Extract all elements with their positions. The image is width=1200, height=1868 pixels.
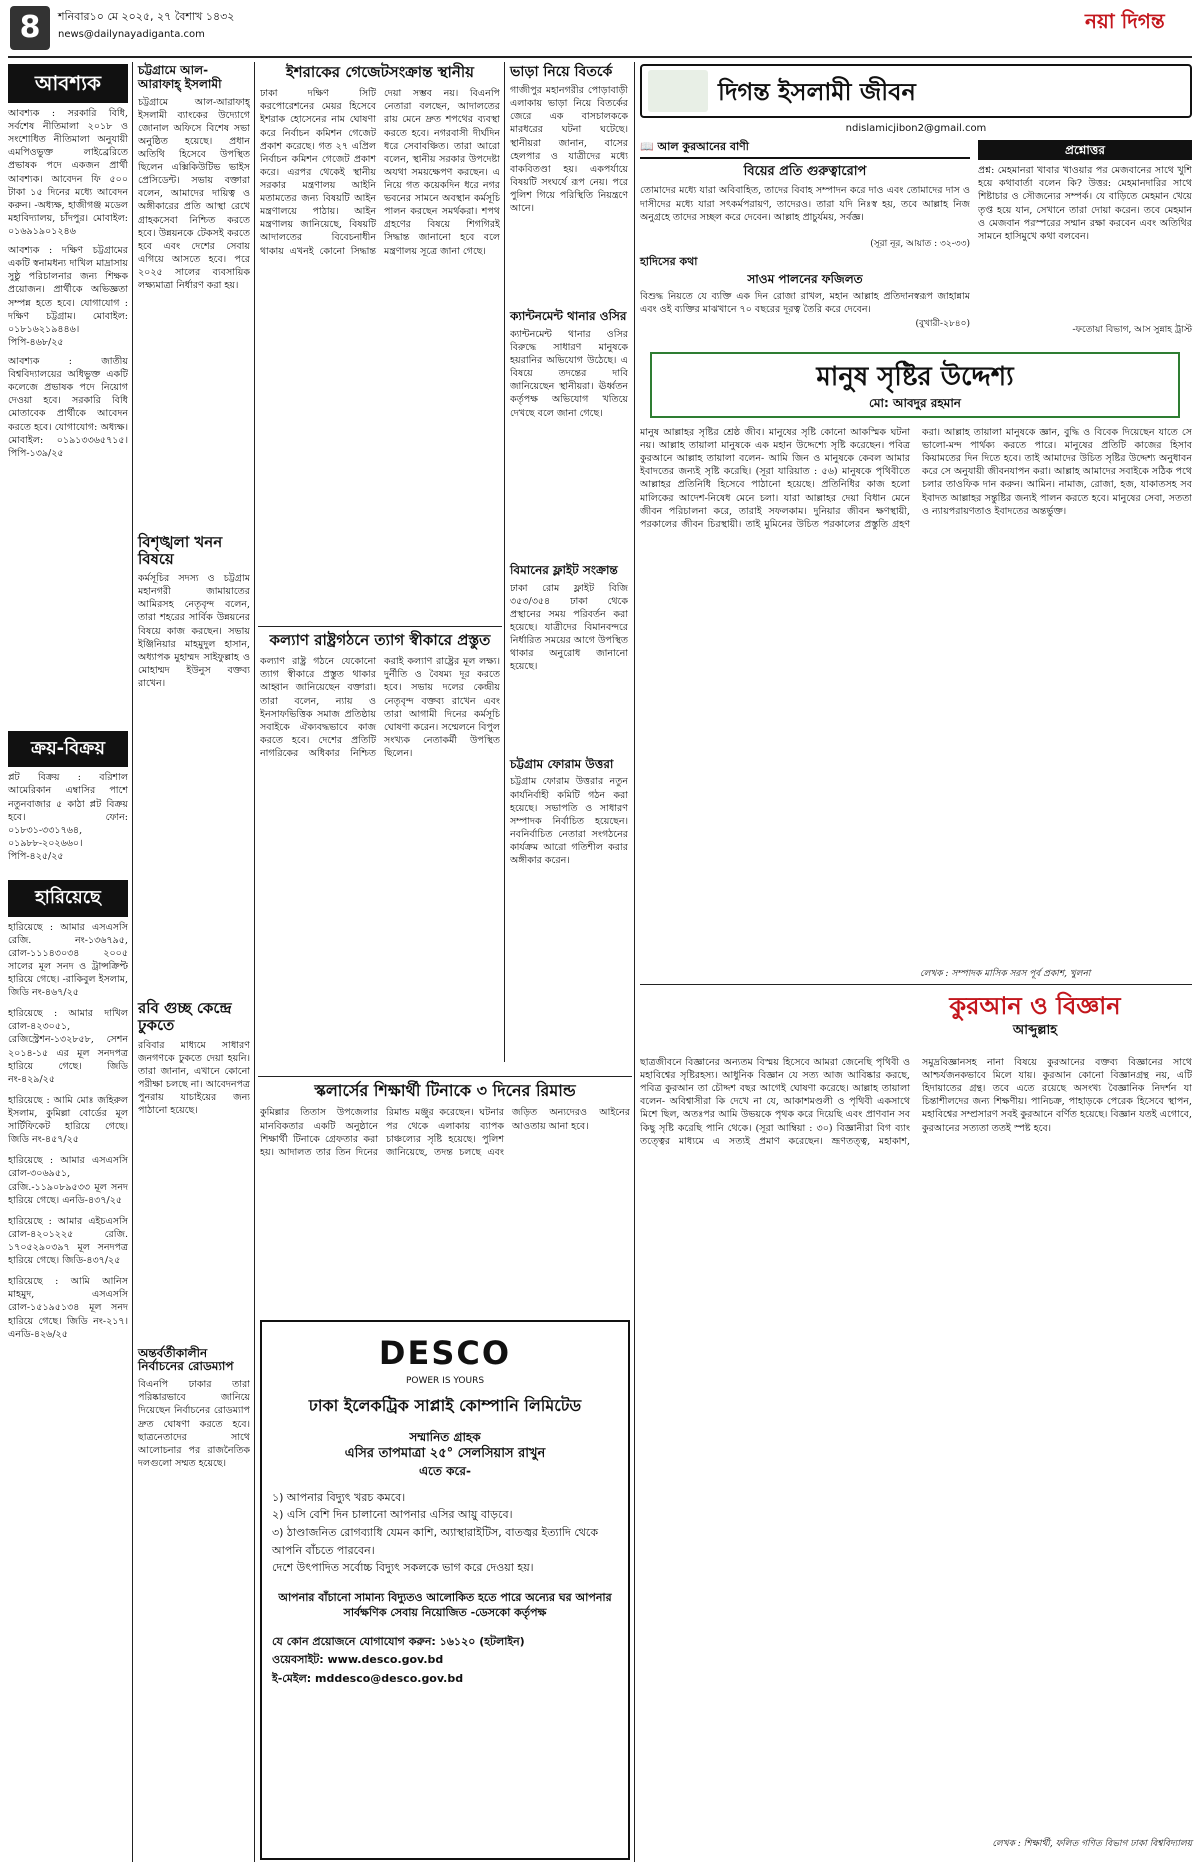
ctg-cricket-body: রবিবার মাধ্যমে সাধারণ জনগণকে ঢুকতে দেয়া হয়নি। তারা জানান, এখানে কোনো পরীক্ষা চলছে না। আবেদনপত্র পুনরায় যাচাইয়ের জন্য পাঠানো হয়েছে। [138,1039,250,1117]
islamic-banner [640,64,1192,118]
qa-ref: -ফতোয়া বিভাগ, আস সুন্নাহ ট্রাস্ট [1072,325,1192,336]
article2-body: ছাত্রজীবনে বিজ্ঞানের অন্যতম বিস্ময় হিসেবে আমরা জেনেছি পৃথিবী ও মহাবিশ্বের সৃষ্টিরহস্য। আধুনিক বিজ্ঞান যে সত্য আজ আবিষ্কার করছে, পবিত্র কুরআন তা চৌদ্দশ বছর আগেই ঘোষণা করেছে। আল্লাহ তায়ালা বলেন- অবিশ্বাসীরা কি দেখে না যে, আকাশমণ্ডলী ও পৃথিবী একসাথে মিশে ছিল, অতঃপর আমি উভয়কে পৃথক করে দিয়েছি এবং প্রাণবান সব কিছু সৃষ্টি করেছি পানি থেকে। (সূরা আম্বিয়া : ৩০) বিজ্ঞানীরা বিগ ব্যাং তত্ত্বের মাধ্যমে এ সত্যই প্রমাণ করেছেন। ভ্রূণতত্ত্ব, মহাকাশ, সমুদ্রবিজ্ঞানসহ নানা বিষয়ে কুরআনের বক্তব্য বিজ্ঞানের সাথে আশ্চর্যজনকভাবে মিলে যায়। কুরআন কোনো বিজ্ঞানগ্রন্থ নয়, এটি হিদায়াতের গ্রন্থ। তবে এতে রয়েছে অসংখ্য বৈজ্ঞানিক নিদর্শন যা চিন্তাশীলদের জন্য শিক্ষণীয়। পানিচক্র, পাহাড়কে পেরেক হিসেবে স্থাপন, মহাবিশ্বের সম্প্রসারণ সবই কুরআনে বর্ণিত হয়েছে। বিজ্ঞান যতই এগোবে, কুরআনের সত্যতা ততই স্পষ্ট হবে। [640,1057,1192,1147]
article1-title-box [650,352,1180,418]
needed-ad: আবশ্যক : সরকারি বিধি, সর্বশেষ নীতিমালা ২০১৮ ও সংশোধিত নীতিমালা অনুযায়ী এমপিওভুক্ত লাইব্রেরিতে প্রভাষক পদে একজন প্রার্থী আবশ্যক। আবেদন ফি ৫০০ টাকা ১৫ দিনের মধ্যে আবেদন করুন। -অধ্যক্ষ, হাজীগঞ্জ মডেল মহাবিদ্যালয়, চাঁদপুর। মোবাইল: ০১৬৯১৯০১২৪৬ [8,108,128,237]
desco-company: ঢাকা ইলেকট্রিক সাপ্লাই কোম্পানি লিমিটেড [308,1396,582,1416]
lost-ad: হারিয়েছে : আমার এইচএসসি রোল-৪২০১২২৫ রেজি. ১৭০৫২৯০৩৯৭ মূল সনদপত্র হারিয়ে গেছে। জিডি-৪৩৭/২৫ [8,1215,128,1267]
israk-body: ঢাকা দক্ষিণ সিটি করপোরেশনের মেয়র হিসেবে ইশরাক হোসেনের নাম ঘোষণা করে নির্বাচন কমিশন গেজেট প্রকাশ করেছে। গত ২৭ এপ্রিল নির্বাচন কমিশন গেজেট প্রকাশ করে। এরপর থেকেই স্থানীয় সরকার মন্ত্রণালয় আইনি মতামতের জন্য বিষয়টি আইন মন্ত্রণালয়ে পাঠায়। আইন মন্ত্রণালয় জানিয়েছে, বিষয়টি আদালতের বিবেচনাধীন থাকায় এখনই কোনো সিদ্ধান্ত দেয়া সম্ভব নয়। বিএনপি নেতারা বলছেন, আদালতের রায় মেনে দ্রুত শপথের ব্যবস্থা করতে হবে। নগরবাসী দীর্ঘদিন ধরে সেবাবঞ্চিত। তারা আরো বলেন, স্থানীয় সরকার উপদেষ্টা অযথা সময়ক্ষেপণ করছেন। এ নিয়ে গত কয়েকদিন ধরে নগর ভবনের সামনে অবস্থান কর্মসূচি পালন করছেন সমর্থকরা। শপথ গ্রহণের বিষয়ে শিগগিরই সিদ্ধান্ত জানানো হবে বলে মন্ত্রণালয় সূত্রে জানা গেছে। [260,88,500,257]
section-rule [640,984,1192,985]
israk-headline: ইশরাকের গেজেটসংক্রান্ত স্থানীয় [286,63,474,81]
ctg-subhead: বিশৃঙ্খলা খনন বিষয়ে [138,532,223,568]
section-rule [258,1076,632,1077]
buysell-title: ক্রয়-বিক্রয় [8,731,128,767]
header-rule [8,56,1192,58]
needed-title: আবশ্যক [8,64,128,103]
hadith-label [640,255,970,270]
kalyan-article [260,632,500,1072]
quran-label-text: আল কুরআনের বাণী [657,140,749,153]
page-header [0,0,1200,56]
lost-ad: হারিয়েছে : আমার দাখিল রোল-৪২৩০৫১, রেজিস্ট্রেশন-১৩২৮৫৮, সেশন ২০১৪-১৫ এর মূল সনদপত্র হারিয়ে গেছে। জিডি নং-৪২৯/২৫ [8,1008,128,1085]
kalyan-headline: কল্যাণ রাষ্ট্রগঠনে ত্যাগ স্বীকারে প্রস্তুত [269,631,491,649]
banner-title: দিগন্ত ইসলামী জীবন [718,78,916,106]
desco-point: ১) আপনার বিদ্যুৎ খরচ কমবে। [272,1490,406,1504]
article1-author: মো: আবদুর রহমান [869,396,961,411]
flight-body: ঢাকা রোম ফ্লাইট বিজি ৩৫৩/৩৫৪ ঢাকা থেকে প্রস্থানের সময় পরিবর্তন করা হয়েছে। যাত্রীদের বিমানবন্দরে নির্ধারিত সময়ের আগে উপস্থিত থাকার অনুরোধ জানানো হয়েছে। [510,582,628,673]
ctg-cancel-head: অন্তর্বর্তীকালীন নির্বাচনের রোডম্যাপ [138,1345,234,1374]
hadith-ref: (বুখারী-২৮৪০) [915,318,970,329]
lost-ad: হারিয়েছে : আমার এসএসসি রেজি. নং-১৩৬৭৯৫, রোল-১১১৪৩০৩৪ ২০০৫ সালের মূল সনদ ও ট্রান্সক্রিপ্ট হারিয়ে গেছে। -রাকিবুল ইসলাম, জিডি নং-৪৬৭/২৫ [8,921,128,999]
desco-message: এসির তাপমাত্রা ২৫° সেলসিয়াস রাখুন [344,1446,546,1462]
ctg-body: চট্টগ্রামে আল-আরাফাহ্ ইসলামী ব্যাংকের উদ্যোগে জোনাল অফিসে বিশেষ সভা অনুষ্ঠিত হয়েছে। প্রধান অতিথি হিসেবে উপস্থিত ছিলেন এক্সিকিউটিভ ভাইস প্রেসিডেন্ট। সভায় বক্তারা বলেন, আমাদের দায়িত্ব ও অঙ্গীকারের প্রতি আস্থা রেখে গ্রাহকসেবা নিশ্চিত করতে হবে। উন্নয়নকে টেকসই করতে হবে এবং দেশের সেবায় এগিয়ে আসতে হবে। পরে ২০২৫ সালের ব্যবসায়িক লক্ষ্যমাত্রা নির্ধারণ করা হয়। [138,96,250,292]
article2-title: কুরআন ও বিজ্ঞান [949,992,1121,1020]
desco-tagline: POWER IS YOURS [405,1376,485,1387]
header-date: শনিবার১০ মে ২০২৫, ২৭ বৈশাখ ১৪৩২ [58,10,235,23]
forum-body: চট্টগ্রাম ফোরাম উত্তরার নতুন কার্যনির্বাহী কমিটি গঠন করা হয়েছে। সভাপতি ও সাধারণ সম্পাদক নির্বাচিত হয়েছেন। নবনির্বাচিত নেতারা সংগঠনের কার্যক্রম আরো গতিশীল করার অঙ্গীকার করেন। [510,776,628,867]
page-number: 8 [10,6,50,50]
rent-headline: ভাড়া নিয়ে বিতর্কে [510,64,613,80]
header-email: news@dailynayadiganta.com [58,29,205,40]
desco-points [272,1489,618,1577]
islamic-email[interactable]: ndislamicjibon2@gmail.com [845,123,987,134]
lost-title: হারিয়েছে [8,880,128,916]
lost-ad: হারিয়েছে : আমি মোঃ জহিরুল ইসলাম, কুমিল্লা বোর্ডের মূল সার্টিফিকেট হারিয়ে গেছে। জিডি নং-৪৫৭/২৫ [8,1094,128,1146]
section-rule [258,626,502,627]
article2-title-box [890,990,1180,1050]
book-icon: 📖 [640,140,658,153]
desco-point: ২) এসি বেশি দিন চালানো আপনার এসির আয়ু বাড়বে। [272,1508,513,1522]
islamic-section [640,64,1192,1860]
desco-footer: আপনার বাঁচানো সামান্য বিদ্যুতও আলোকিত হতে পারে অন্যের ঘর আপনার সার্বক্ষণিক সেবায় নিয়োজিত -ডেসকো কর্তৃপক্ষ [278,1590,612,1619]
hadith-text: বিশুদ্ধ নিয়তে যে ব্যক্তি এক দিন রোজা রাখল, মহান আল্লাহ প্রতিদানস্বরূপ জাহান্নাম এবং ওই ব্যক্তির মাঝখানে ৭০ বছরের দূরত্ব তৈরি করে দেবেন। [640,290,970,315]
article2-footer: লেখক : শিক্ষার্থী, ফলিত গণিত বিভাগ ঢাকা বিশ্ববিদ্যালয় [992,1839,1192,1849]
desco-point: দেশে উৎপাদিত সর্বোচ্চ বিদ্যুৎ সকলকে ভাগ করে দেওয়া হয়। [272,1561,534,1575]
forum-head: চট্টগ্রাম ফোরাম উত্তরা [510,756,614,771]
quran-ref: (সূরা নূর, আয়াত : ৩২-৩৩) [870,239,970,250]
article1-title: মানুষ সৃষ্টির উদ্দেশ্য [816,362,1014,392]
ctg-cricket-head: রবি গুচ্ছ কেন্দ্রে ঢুকতে [138,999,232,1035]
cantonment-head: ক্যান্টনমেন্ট থানার ওসির [510,309,627,324]
scholar-headline: স্কলার্সের শিক্ষার্থী টিনাকে ৩ দিনের রিমান্ড [314,1081,576,1100]
kalyan-body: কল্যাণ রাষ্ট্র গঠনে যেকোনো ত্যাগ স্বীকারে প্রস্তুত থাকার আহ্বান জানিয়েছেন বক্তারা। তারা বলেন, ন্যায় ও ইনসাফভিত্তিক সমাজ প্রতিষ্ঠায় সবাইকে ঐক্যবদ্ধভাবে কাজ করতে হবে। দেশের প্রতিটি নাগরিকের অধিকার নিশ্চিত করাই কল্যাণ রাষ্ট্রের মূল লক্ষ্য। দুর্নীতি ও বৈষম্য দূর করতে হবে। সভায় দলের কেন্দ্রীয় নেতৃবৃন্দ বক্তব্য রাখেন এবং তারা আগামী দিনের কর্মসূচি ঘোষণা করেন। সম্মেলনে বিপুল সংখ্যক নেতাকর্মী উপস্থিত ছিলেন। [260,656,500,760]
logo[interactable] [1085,8,1190,46]
col-rule [132,62,133,1862]
needed-ad: আবশ্যক : দক্ষিণ চট্টগ্রামের একটি স্বনামধন্য দাখিল মাদ্রাসায় সুষ্ঠু পরিচালনার জন্য শিক্ষক প্রয়োজন। প্রার্থীকে অভিজ্ঞতা সম্পন্ন হতে হবে। যোগাযোগ : দক্ষিণ চট্টগ্রাম। মোবাইল: ০১৮১৬২১৯৪৪৬। পিপি-৪৬৮/২৫ [8,245,128,348]
lost-ads [8,921,128,1811]
desco-greeting: সম্মানিত গ্রাহক [409,1429,481,1444]
lost-ad: হারিয়েছে : আমার এসএসসি রোল-৩০৬৯৫১, রেজি.-১১৯০৮৯৫৩৩ মূল সনদ হারিয়ে গেছে। এনডি-৪৩৭/২৫ [8,1155,128,1206]
qa-block [978,140,1192,340]
desco-point: ৩) ঠাণ্ডাজনিত রোগব্যাধি যেমন কাশি, অ্যাস্থারাইটিস, বাতজ্বর ইত্যাদি থেকে আপনি বাঁচতে পারবেন। [272,1526,599,1557]
desco-website[interactable]: ওয়েবসাইট: www.desco.gov.bd [272,1653,444,1667]
needed-ad: আবশ্যক : জাতীয় বিশ্ববিদ্যালয়ের অধিভুক্ত একটি কলেজে প্রভাষক পদে নিয়োগ দেওয়া হবে। সরকারি বিধি মোতাবেক প্রার্থীকে আবেদন করতে হবে। যোগাযোগ: অধ্যক্ষ। মোবাইল: ০১৯১৩৩৬৫৭১৫। পিপি-১৩৯/২৫ [8,355,128,459]
desco-email[interactable]: ই-মেইল: mddesco@desco.gov.bd [272,1672,464,1686]
rent-column [510,64,628,1064]
hadith-title: সাওম পালনের ফজিলত [747,272,863,287]
needed-ads [8,107,128,717]
buysell-ads [8,771,128,866]
lost-ad: হারিয়েছে : আমি আনিস মাহমুদ, এসএসসি রোল-১৫১৯৫১৩৪ মূল সনদ হারিয়ে গেছে। জিডি নং-২১৭। এনডি-৪২৬/২৫ [8,1276,128,1340]
scholar-body: কুমিল্লার তিতাস উপজেলার মানবিকতার একটি অনুষ্ঠানে শিক্ষার্থী টিনাকে গ্রেফতার করা হয়। আদালত তার তিন দিনের রিমান্ড মঞ্জুর করেছেন। ঘটনার পর থেকে এলাকায় ব্যাপক চাঞ্চল্যের সৃষ্টি হয়েছে। পুলিশ জানিয়েছে, তদন্ত চলছে এবং জড়িত অন্যদেরও আইনের আওতায় আনা হবে। [260,1107,630,1158]
buysell-ad: প্লট বিক্রয় : বরিশাল আমেরিকান এম্বাসির পাশে নতুনবাজার ৫ কাঠা প্লট বিক্রয় হবে। ফোন: ০১৮৩১-৩৩১৭৬৪, ০১৯৮৮-২০২৬৬০। পিপি-৪২৫/২৫ [8,772,128,862]
col-rule [504,62,505,1062]
hadith-label-text: হাদিসের কথা [640,254,698,268]
classified-column [8,64,128,1864]
mosque-icon [648,70,708,112]
qa-text: প্রশ্ন: মেহমানরা খাবার খাওয়ার পর মেজবানের সাথে খুশি হয়ে কথাবার্তা বলেন কি? উত্তর: মেহমানদারির সাথে শিষ্টাচার ও সৌজন্যের সম্পর্ক। যে বাড়িতে মেহমান খেয়ে তৃপ্ত হয়ে যান, সেখানে তারা দোয়া করেন। তবে মেহমান ও মেজবান পরস্পরের সম্মান রক্ষা করবেন এবং অতিথির সামনে হাসিমুখে কথা বলবেন। [978,165,1192,242]
logo-text: নয়া দিগন্ত [1085,9,1165,33]
flight-head: বিমানের ফ্লাইট সংক্রান্ত [510,562,618,577]
desco-brand: DESCO [378,1334,512,1372]
ctg-cancel-body: বিএনপি ঢাকার তারা পরিষ্কারভাবে জানিয়ে দিয়েছেন নির্বাচনের রোডম্যাপ দ্রুত ঘোষণা করতে হবে। ছাত্রনেতাদের সাথে আলোচনার পর রাজনৈতিক দলগুলো সম্মত হয়েছে। [138,1379,250,1469]
article1-body: মানুষ আল্লাহর সৃষ্টির শ্রেষ্ঠ জীব। মানুষের সৃষ্টি কোনো আকস্মিক ঘটনা নয়। আল্লাহ তায়ালা মানুষকে এক মহান উদ্দেশ্যে সৃষ্টি করেছেন। পবিত্র কুরআনে আল্লাহ তায়ালা বলেন- আমি জিন ও মানুষকে কেবল আমার ইবাদতের জন্যই সৃষ্টি করেছি। (সূরা যারিয়াত : ৫৬) মানুষকে পৃথিবীতে আল্লাহর প্রতিনিধি হিসেবে পাঠানো হয়েছে। প্রতিনিধির কাজ হলো মালিকের আদেশ-নিষেধ মেনে চলা। যারা আল্লাহর দেয়া বিধান মেনে জীবন পরিচালনা করে, তারাই সফলকাম। দুনিয়ার জীবন ক্ষণস্থায়ী, পরকালের জীবন চিরস্থায়ী। তাই মুমিনের উচিত পরকালের প্রস্তুতি গ্রহণ করা। আল্লাহ তায়ালা মানুষকে জ্ঞান, বুদ্ধি ও বিবেক দিয়েছেন যাতে সে ভালো-মন্দ পার্থক্য করতে পারে। মানুষের প্রতিটি কাজের হিসাব কিয়ামতের দিন দিতে হবে। তাই আমাদের উচিত সৃষ্টির উদ্দেশ্য অনুধাবন করে সে অনুযায়ী জীবনযাপন করা। আল্লাহ আমাদের সবাইকে সঠিক পথে চলার তাওফিক দান করুন। আমিন। নামাজ, রোজা, হজ, যাকাতসহ সব ইবাদত আল্লাহর সন্তুষ্টির জন্যই পালন করতে হবে। মানুষের সেবা, সততা ও ন্যায়পরায়ণতাও ইবাদতের অন্তর্ভুক্ত। [640,427,1192,530]
quran-block [640,140,970,329]
quran-title: বিয়ের প্রতি গুরুত্বারোপ [743,163,867,179]
qa-label: প্রশ্নোত্তর [978,140,1192,160]
col-rule [254,62,255,1862]
scholar-article [260,1082,630,1312]
rent-body: গাজীপুর মহানগরীর পোড়াবাড়ী এলাকায় ভাড়া নিয়ে বিতর্কের জেরে এক বাসচালককে মারধরের ঘটনা ঘটেছে। স্থানীয়রা জানান, বাসের হেলপার ও যাত্রীদের মধ্যে বাকবিতণ্ডা হয়। একপর্যায়ে বিষয়টি সংঘর্ষে রূপ নেয়। পরে পুলিশ গিয়ে পরিস্থিতি নিয়ন্ত্রণে আনে। [510,85,628,215]
desco-sub: এতে করে- [419,1463,471,1478]
ctg-column [138,64,250,1864]
desco-ad[interactable] [260,1320,630,1860]
quran-label [640,140,970,159]
article1-footer: লেখক : সম্পাদক মাসিক সরস পূর্ব প্রকাশ, খুলনা [920,969,1091,979]
desco-hotline: যে কোন প্রয়োজনে যোগাযোগ করুন: ১৬১২০ (হটলাইন) [272,1634,525,1648]
quran-text: তোমাদের মধ্যে যারা অবিবাহিত, তাদের বিবাহ সম্পাদন করে দাও এবং তোমাদের দাস ও দাসীদের মধ্যে যারা সৎকর্মপরায়ণ, তাদেরও। তারা যদি নিঃস্ব হয়, তবে আল্লাহ নিজ অনুগ্রহে তাদের সচ্ছল করে দেবেন। আল্লাহ প্রাচুর্যময়, সর্বজ্ঞ। [640,185,970,223]
israk-article [260,64,500,624]
ctg-headline: চট্টগ্রামে আল-আরাফাহ্ ইসলামী [138,63,222,91]
ctg-subbody: কর্মসূচির সদস্য ও চট্টগ্রাম মহানগরী জামায়াতের আমিরসহ নেতৃবৃন্দ বলেন, তারা শহরের সার্বিক উন্নয়নের বিষয়ে কাজ করছেন। সভায় ইঞ্জিনিয়ার মাহমুদুল হাসান, অধ্যাপক মুহাম্মদ সাইফুল্লাহ ও মোহাম্মদ ইউনুস বক্তব্য রাখেন। [138,573,250,689]
col-rule [634,62,635,1862]
cantonment-body: ক্যান্টনমেন্ট থানার ওসির বিরুদ্ধে সাধারণ মানুষকে হয়রানির অভিযোগ উঠেছে। এ বিষয়ে তদন্তের দাবি জানিয়েছেন স্থানীয়রা। ঊর্ধ্বতন কর্তৃপক্ষ অভিযোগ খতিয়ে দেখছে বলে জানা গেছে। [510,328,628,419]
article2-author: আব্দুল্লাহ [1012,1023,1058,1039]
